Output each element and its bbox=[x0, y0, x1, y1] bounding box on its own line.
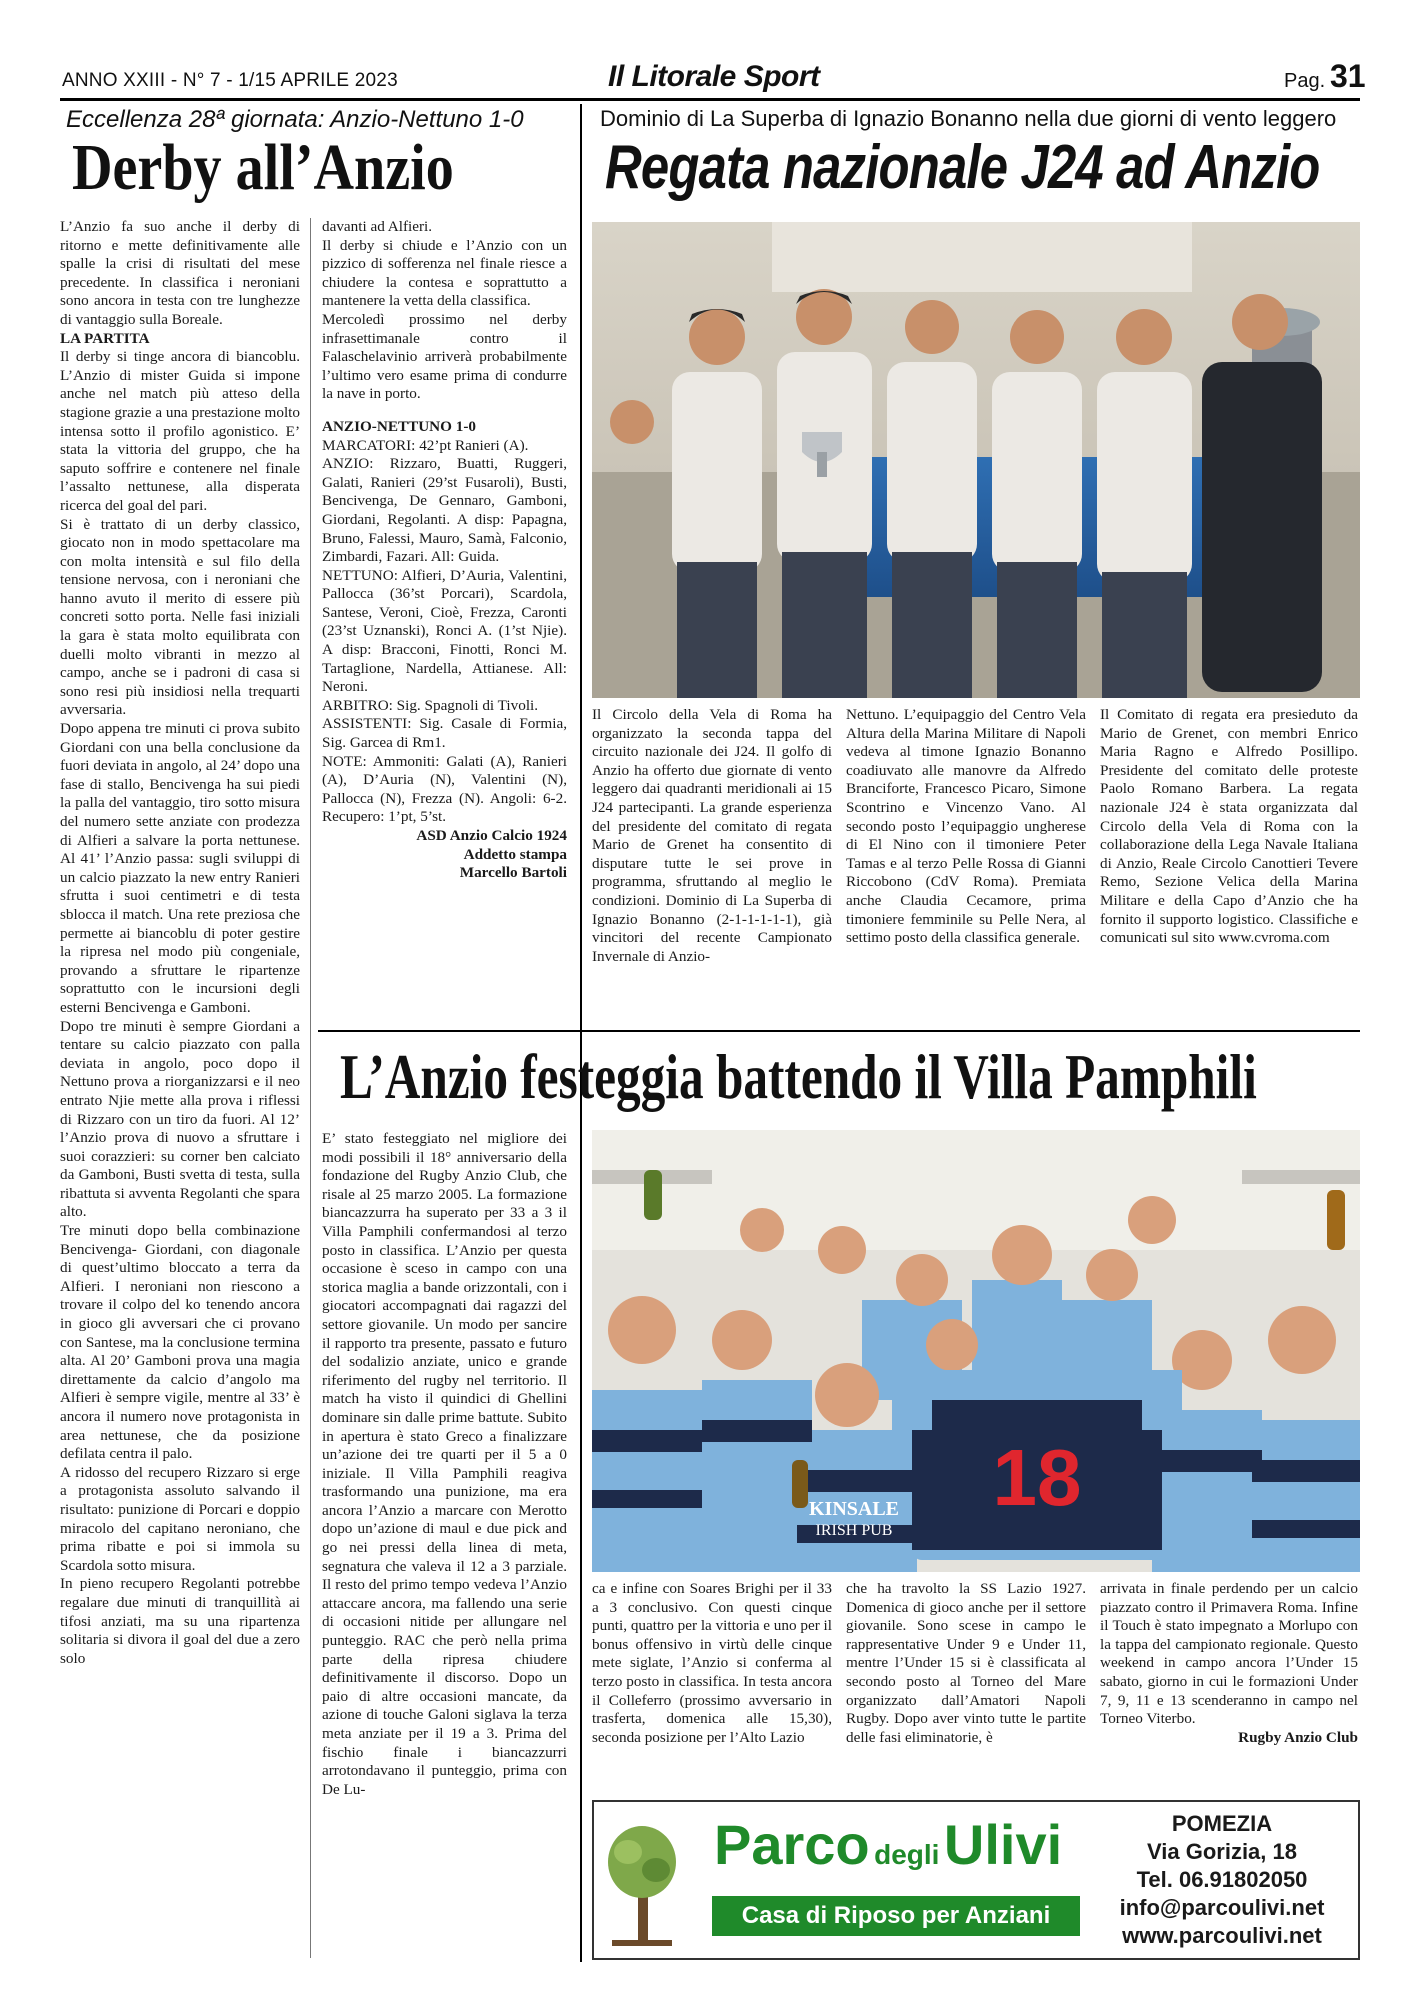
subheading: LA PARTITA bbox=[60, 329, 150, 347]
rugby-column-4 bbox=[1100, 1580, 1358, 1790]
paragraph: arrivata in finale perdendo per un calcio piazzato contro il Primavera Roma. Infine il Touch è stato impegnato a Morlupo con la tappa del campionato regionale. Questo weekend in campo ancora l’Under 15 sabato, giorno in cui le formazioni Under 7, 9, 11 e 13 scenderanno in campo nel Torneo Viterbo. bbox=[1100, 1580, 1358, 1728]
notes: NOTE: Ammoniti: Galati (A), Ranieri (A), D’Auria (N), Valentini (N), Pallocca (N), Frezza (N). Angoli: 6-2. Recupero: 1’pt, 5’st. bbox=[322, 752, 567, 826]
paragraph: Il derby si chiude e l’Anzio con un pizzico di sofferenza nel finale riesce a chiudere la contesa e soprattutto a mantenere la vetta della classifica. bbox=[322, 236, 567, 310]
paragraph: L’Anzio fa suo anche il derby di ritorno e mette definitivamente alle spalle la crisi di risultati del mese precedente. In classifica i neroniani sono ancora in testa con tre lunghezze di vantaggio sulla Boreale. bbox=[60, 218, 300, 328]
advertisement[interactable] bbox=[592, 1800, 1360, 1960]
page-number: 31 bbox=[1330, 58, 1366, 94]
lineup-anzio: ANZIO: Rizzaro, Buatti, Ruggeri, Galati, Ranieri (29’st Fusaroli), Busti, Bencivenga, De Gennaro, Gamboni, Giordani, Regolanti. A disp: Papagna, Bruno, Falessi, Mauro, Samà, Falconio, Zimbardi, Fazari. All: Guida. bbox=[322, 455, 567, 566]
olive-tree-icon bbox=[602, 1812, 682, 1952]
rugby-headline: L’Anzio festeggia battendo il Villa Pamphili bbox=[340, 1041, 1257, 1112]
ad-email[interactable]: info@parcoulivi.net bbox=[1119, 1895, 1325, 1920]
regata-column-1: Il Circolo della Vela di Roma ha organizzato la seconda tappa del circuito nazionale dei J24. Il golfo di Anzio ha offerto due giornate di vento leggero dai quadranti meridionali ai 15 J24 partecipanti. La grande esperienza del presidente del comitato di regata Mario de Grenet ha consentito di disputare tutte le sei prove in programma, sfruttando al meglio le condizioni. Dominio di La Superba di Ignazio Bonanno (2-1-1-1-1-1), già vincitori del recente Campionato Invernale di Anzio- bbox=[592, 706, 832, 965]
derby-column-divider bbox=[310, 218, 311, 1958]
ad-address: Via Gorizia, 18 bbox=[1146, 1839, 1297, 1864]
rugby-column-3: che ha travolto la SS Lazio 1927. Domenica di gioco anche per il settore giovanile. Sono scese in campo le rappresentative Under 9 e Under 11, mentre l’Under 15 si è classificata al secondo posto al Torneo del Mare organizzato dall’Amatori Napoli Rugby. Dopo aver vinto tutte le partite delle fasi eliminatorie, è bbox=[846, 1580, 1086, 1746]
rugby-team-image bbox=[592, 1130, 1360, 1572]
regata-column-2: Nettuno. L’equipaggio del Centro Vela Altura della Marina Militare di Napoli vedeva al timone Ignazio Bonanno coadiuvato alle manovre da Alfredo Branciforte, Francesco Picaro, Simone Scontrino e Vincenzo Vano. Al secondo posto l’equipaggio ungherese di El Nino con il timoniere Peter Tamas e al terzo Pelle Rossa di Gianni Riccobono (CdV Roma). Premiata anche Claudia Cecamore, prima timoniere femminile su Pelle Nera, al settimo posto della classifica generale. bbox=[846, 706, 1086, 947]
paragraph: Si è trattato di un derby classico, giocato non in modo spettacolare ma con molta intensità e sul filo della tensione nervosa, con i neroniani che hanno avuto il merito di essere più concreti sotto porta. Nelle fasi iniziali la gara è stata molto equilibrata con duelli molto vibranti in mezzo al campo, anche se i padroni di casa si sono resi più insidiosi nella trequarti avversaria. bbox=[60, 515, 300, 719]
paragraph: davanti ad Alfieri. bbox=[322, 218, 433, 235]
rugby-column-2: ca e infine con Soares Brighi per il 33 a 3 conclusivo. Con questi cinque punti, quattro per la vittoria e uno per il bonus offensivo in virtù delle cinque mete siglate, l’Anzio si conferma al terzo posto in classifica. In testa ancora il Colleferro (prossimo avversario in trasferta, domenica alle 15,30), seconda posizione per l’Alto Lazio bbox=[592, 1580, 832, 1746]
paragraph: Tre minuti dopo bella combinazione Bencivenga- Giordani, con diagonale di quest’ultimo bloccato a terra da Alfieri. I neroniani non riescono a trovare il colpo del ko tenendo ancora in gioco gli avversari che ci provano con Santese, ma la conclusione termina alta. Al 20’ Gamboni prova una magia direttamente da calcio d’angolo ma Alfieri è sempre vigile, mentre al 33’ è ancora il numero nove protagonista in area nettunese, che da posizione defilata centra il palo. bbox=[60, 1222, 300, 1463]
ad-city: POMEZIA bbox=[1171, 1811, 1273, 1836]
paragraph: In pieno recupero Regolanti potrebbe regalare due minuti di tranquillità ai tifosi anziati, ma su una ripartenza solitaria si divora il goal del due a zero solo bbox=[60, 1575, 300, 1667]
referee: ARBITRO: Sig. Spagnoli di Tivoli. bbox=[322, 696, 539, 714]
scorers: MARCATORI: 42’pt Ranieri (A). bbox=[322, 436, 529, 454]
signature-line: Marcello Bartoli bbox=[459, 864, 567, 882]
regata-kicker: Dominio di La Superba di Ignazio Bonanno nella due giorni di vento leggero bbox=[600, 106, 1337, 131]
signature-line: ASD Anzio Calcio 1924 bbox=[416, 827, 567, 844]
paragraph: Dopo tre minuti è sempre Giordani a tentare su calcio piazzato con palla deviata in angolo, poco dopo il Nettuno prova a riorganizzarsi e il neo entrato Njie mette alla prova i riflessi di Rizzaro con un tiro da fuori. Al 12’ l’Anzio prova di nuovo a sfruttare i suoi corazzieri: su corner ben calciato da Gamboni, Busti svetta di testa, sulla ribattuta si avventa Regolanti che spara alto. bbox=[60, 1017, 300, 1221]
masthead-rule bbox=[60, 98, 1360, 101]
jersey-number: 18 bbox=[992, 1433, 1082, 1522]
signature-line: Addetto stampa bbox=[463, 845, 567, 863]
paper-name: Il Litorale Sport bbox=[608, 60, 820, 93]
ad-brand-word-1: Parco bbox=[714, 1813, 870, 1876]
derby-headline: Derby all’Anzio bbox=[72, 131, 454, 204]
paragraph: Mercoledì prossimo nel derby infrasettimanale contro il Falaschelavinio arriverà probabilmente l’ultimo vero esame prima di condurre la nave in porto. bbox=[322, 310, 567, 403]
jersey-sponsor-1: KINSALE bbox=[808, 1498, 900, 1520]
ad-tagline: Casa di Riposo per Anziani bbox=[712, 1896, 1080, 1936]
ad-website[interactable]: www.parcoulivi.net bbox=[1122, 1923, 1322, 1948]
paragraph: Dopo appena tre minuti ci prova subito Giordani con una bella conclusione da fuori deviata in angolo, al 24’ dopo una fase di stallo, Bencivenga ha sui piedi la palla del vantaggio, tiro sotto misura del numero sette anziate con prodezza di Alfieri a salvare la porta nettunese. Al 41’ l’Anzio passa: sugli sviluppi di un calcio piazzato la new entry Ranieri sfrutta i suoi centimetri e di testa sblocca il match. Una rete preziosa che permette ai biancoblu di poter gestire la ripresa nel modo più congeniale, provando a sfruttare le ripartenze soprattutto con le incursioni degli esterni Bencivenga e Gamboni. bbox=[60, 720, 300, 1016]
paragraph: Il derby si tinge ancora di biancoblu. L’Anzio di mister Guida si impone anche nel match più atteso della stagione grazie a una prestazione molto intensa sotto il profilo agonistico. E’ stata la vittoria del gruppo, che ha saputo soffrire e contenere nel finale l’assalto nettunese, alla disperata ricerca del goal del pari. bbox=[60, 348, 300, 514]
rugby-photo bbox=[592, 1130, 1360, 1572]
derby-kicker: Eccellenza 28ª giornata: Anzio-Nettuno 1-0 bbox=[66, 106, 524, 133]
jersey-sponsor-2: IRISH PUB bbox=[815, 1522, 893, 1539]
lineup-nettuno: NETTUNO: Alfieri, D’Auria, Valentini, Pallocca (36’st Porcari), Scardola, Santese, Veroni, Cioè, Frezza, Caronti (23’st Uznanski), Ronci A. (1’st Njie). A disp: Bracconi, Finotti, Ronci M. Tartaglione, Nardella, Attianese. All: Neroni. bbox=[322, 566, 567, 696]
regata-photo bbox=[592, 222, 1360, 698]
column-divider bbox=[580, 104, 582, 1962]
rugby-top-rule bbox=[318, 1030, 1360, 1032]
ad-phone: Tel. 06.91802050 bbox=[1136, 1867, 1308, 1892]
derby-column-1 bbox=[60, 218, 300, 1958]
match-report-title: ANZIO-NETTUNO 1-0 bbox=[322, 417, 476, 435]
ad-brand-word-3: Ulivi bbox=[943, 1813, 1063, 1876]
derby-column-2 bbox=[322, 218, 567, 998]
regata-crew-image bbox=[592, 222, 1360, 698]
regata-headline: Regata nazionale J24 ad Anzio bbox=[605, 133, 1320, 202]
regata-column-3: Il Comitato di regata era presieduto da Mario de Grenet, con membri Enrico Maria Ragno e Alfredo Posillipo. Presidente del comitato delle proteste Paolo Romano Barbera. La regata nazionale J24 è stata organizzata dal Circolo della Vela di Roma con la collaborazione della Lega Navale Italiana di Anzio, Reale Circolo Canottieri Tevere Remo, Sezione Velica della Marina Militare e della Capo d’Anzio che ha fornito il supporto logistico. Classifiche e comunicati sul sito www.cvroma.com bbox=[1100, 706, 1358, 947]
assistants: ASSISTENTI: Sig. Casale di Formia, Sig. Garcea di Rm1. bbox=[322, 715, 567, 752]
issue-info: ANNO XXIII - N° 7 - 1/15 APRILE 2023 bbox=[62, 70, 398, 91]
rugby-column-1: E’ stato festeggiato nel migliore dei modi possibili il 18° anniversario della fondazione del Rugby Anzio Club, che risale al 25 marzo 2005. La formazione biancazzurra ha superato per 33 a 3 il Villa Pamphili confermandosi al terzo posto in classifica. L’Anzio per questa occasione è sceso in campo con una storica maglia a bande orizzontali, con i giocatori accompagnati dai ragazzi del settore giovanile. Un modo per sancire il rapporto tra presente, passato e futuro del sodalizio anziate, unico e grande riferimento del rugby nel territorio. Il match ha visto il quindici di Ghellini dominare sin dalle prime battute. Subito in apertura è stato Greco a finalizzare un’azione dei tre quarti per il 5 a 0 iniziale. Il Villa Pamphili reagiva trasformando una punizione, ma era ancora l’Anzio a marcare con Merotto dopo un’azione di maul e due pick and go nei pressi della linea di meta, segnatura che valeva il 12 a 3 parziale. Il resto del primo tempo vedeva l’Anzio attaccare ancora, ma fallendo una serie di occasioni nitide per allungare nel punteggio. RAC che però nella prima parte della ripresa chiudere definitivamente il discorso. Dopo un paio di altre occasioni mancate, da azione di touche Galoni siglava la terza meta anziate per il 19 a 3. Prima del fischio finale i biancazzurri arrotondavano il punteggio, prima con De Lu- bbox=[322, 1130, 567, 1798]
paragraph: A ridosso del recupero Rizzaro si erge a protagonista assoluto salvando il risultato: punizione di Porcari e doppio miracolo del capitano neroniano, che prima ribatte e poi si immola su Scardola sotto misura. bbox=[60, 1463, 300, 1574]
rugby-signature: Rugby Anzio Club bbox=[1238, 1728, 1358, 1746]
page-label: Pag. bbox=[1284, 70, 1326, 92]
ad-brand-word-2: degli bbox=[874, 1839, 940, 1870]
